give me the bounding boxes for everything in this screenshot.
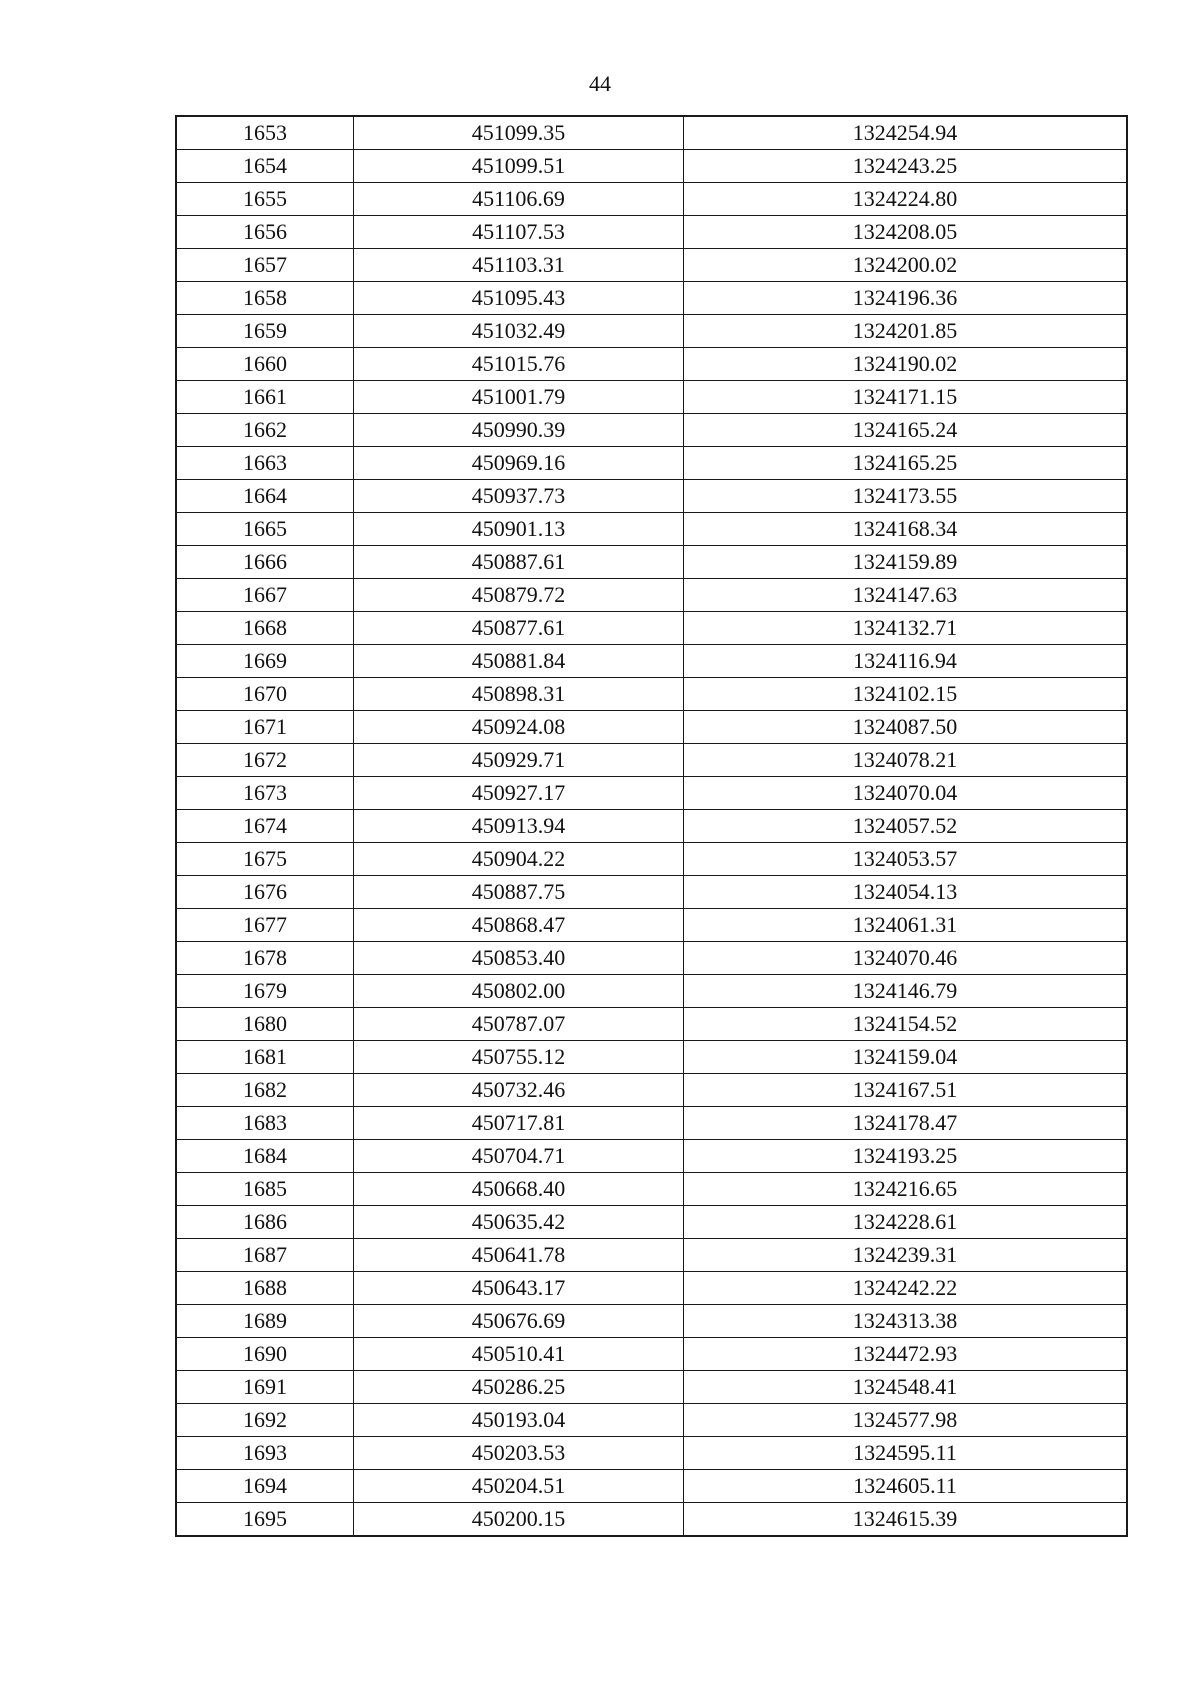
x-coordinate-cell: 451015.76	[354, 348, 684, 381]
point-number-cell: 1656	[177, 216, 354, 249]
table-row	[177, 612, 1127, 645]
point-number-cell: 1658	[177, 282, 354, 315]
x-coordinate-cell: 451107.53	[354, 216, 684, 249]
table-row	[177, 381, 1127, 414]
x-coordinate-cell: 450887.75	[354, 876, 684, 909]
y-coordinate-cell: 1324167.51	[684, 1074, 1127, 1107]
table-row	[177, 1437, 1127, 1470]
y-coordinate-cell: 1324168.34	[684, 513, 1127, 546]
table-row	[177, 810, 1127, 843]
table-row	[177, 249, 1127, 282]
point-number-cell: 1677	[177, 909, 354, 942]
x-coordinate-cell: 451103.31	[354, 249, 684, 282]
x-coordinate-cell: 450868.47	[354, 909, 684, 942]
table-row	[177, 150, 1127, 183]
y-coordinate-cell: 1324173.55	[684, 480, 1127, 513]
table-row	[177, 513, 1127, 546]
point-number-cell: 1665	[177, 513, 354, 546]
x-coordinate-cell: 450913.94	[354, 810, 684, 843]
point-number-cell: 1667	[177, 579, 354, 612]
point-number-cell: 1685	[177, 1173, 354, 1206]
table-row	[177, 1074, 1127, 1107]
x-coordinate-cell: 450898.31	[354, 678, 684, 711]
point-number-cell: 1666	[177, 546, 354, 579]
y-coordinate-cell: 1324171.15	[684, 381, 1127, 414]
y-coordinate-cell: 1324239.31	[684, 1239, 1127, 1272]
x-coordinate-cell: 450510.41	[354, 1338, 684, 1371]
x-coordinate-cell: 450732.46	[354, 1074, 684, 1107]
point-number-cell: 1671	[177, 711, 354, 744]
x-coordinate-cell: 450635.42	[354, 1206, 684, 1239]
point-number-cell: 1679	[177, 975, 354, 1008]
point-number-cell: 1663	[177, 447, 354, 480]
point-number-cell: 1655	[177, 183, 354, 216]
y-coordinate-cell: 1324228.61	[684, 1206, 1127, 1239]
x-coordinate-cell: 450990.39	[354, 414, 684, 447]
y-coordinate-cell: 1324078.21	[684, 744, 1127, 777]
y-coordinate-cell: 1324193.25	[684, 1140, 1127, 1173]
y-coordinate-cell: 1324102.15	[684, 678, 1127, 711]
y-coordinate-cell: 1324057.52	[684, 810, 1127, 843]
x-coordinate-cell: 451099.35	[354, 117, 684, 150]
point-number-cell: 1660	[177, 348, 354, 381]
x-coordinate-cell: 450887.61	[354, 546, 684, 579]
point-number-cell: 1653	[177, 117, 354, 150]
table-row	[177, 216, 1127, 249]
y-coordinate-cell: 1324070.04	[684, 777, 1127, 810]
y-coordinate-cell: 1324201.85	[684, 315, 1127, 348]
table-row	[177, 480, 1127, 513]
y-coordinate-cell: 1324196.36	[684, 282, 1127, 315]
x-coordinate-cell: 450881.84	[354, 645, 684, 678]
x-coordinate-cell: 450668.40	[354, 1173, 684, 1206]
y-coordinate-cell: 1324224.80	[684, 183, 1127, 216]
point-number-cell: 1689	[177, 1305, 354, 1338]
point-number-cell: 1683	[177, 1107, 354, 1140]
table-row	[177, 414, 1127, 447]
y-coordinate-cell: 1324159.89	[684, 546, 1127, 579]
table-row	[177, 315, 1127, 348]
x-coordinate-cell: 450927.17	[354, 777, 684, 810]
table-row	[177, 546, 1127, 579]
table-row	[177, 975, 1127, 1008]
point-number-cell: 1694	[177, 1470, 354, 1503]
y-coordinate-cell: 1324146.79	[684, 975, 1127, 1008]
y-coordinate-cell: 1324147.63	[684, 579, 1127, 612]
x-coordinate-cell: 450755.12	[354, 1041, 684, 1074]
point-number-cell: 1673	[177, 777, 354, 810]
table-row	[177, 1338, 1127, 1371]
point-number-cell: 1675	[177, 843, 354, 876]
x-coordinate-cell: 450787.07	[354, 1008, 684, 1041]
table-row	[177, 777, 1127, 810]
x-coordinate-cell: 450676.69	[354, 1305, 684, 1338]
y-coordinate-cell: 1324178.47	[684, 1107, 1127, 1140]
table-row	[177, 1371, 1127, 1404]
table-row	[177, 117, 1127, 150]
point-number-cell: 1661	[177, 381, 354, 414]
x-coordinate-cell: 450937.73	[354, 480, 684, 513]
table-row	[177, 348, 1127, 381]
table-row	[177, 942, 1127, 975]
y-coordinate-cell: 1324548.41	[684, 1371, 1127, 1404]
point-number-cell: 1688	[177, 1272, 354, 1305]
x-coordinate-cell: 451095.43	[354, 282, 684, 315]
x-coordinate-cell: 450193.04	[354, 1404, 684, 1437]
y-coordinate-cell: 1324165.24	[684, 414, 1127, 447]
table-row	[177, 1305, 1127, 1338]
x-coordinate-cell: 450286.25	[354, 1371, 684, 1404]
coordinate-table	[176, 116, 1127, 1536]
y-coordinate-cell: 1324154.52	[684, 1008, 1127, 1041]
table-row	[177, 579, 1127, 612]
x-coordinate-cell: 450969.16	[354, 447, 684, 480]
y-coordinate-cell: 1324577.98	[684, 1404, 1127, 1437]
point-number-cell: 1662	[177, 414, 354, 447]
y-coordinate-cell: 1324595.11	[684, 1437, 1127, 1470]
point-number-cell: 1690	[177, 1338, 354, 1371]
table-row	[177, 282, 1127, 315]
point-number-cell: 1657	[177, 249, 354, 282]
table-row	[177, 678, 1127, 711]
y-coordinate-cell: 1324200.02	[684, 249, 1127, 282]
table-row	[177, 1470, 1127, 1503]
y-coordinate-cell: 1324208.05	[684, 216, 1127, 249]
x-coordinate-cell: 450924.08	[354, 711, 684, 744]
y-coordinate-cell: 1324070.46	[684, 942, 1127, 975]
y-coordinate-cell: 1324061.31	[684, 909, 1127, 942]
point-number-cell: 1654	[177, 150, 354, 183]
y-coordinate-cell: 1324243.25	[684, 150, 1127, 183]
x-coordinate-cell: 450877.61	[354, 612, 684, 645]
y-coordinate-cell: 1324053.57	[684, 843, 1127, 876]
x-coordinate-cell: 450641.78	[354, 1239, 684, 1272]
table-row	[177, 1008, 1127, 1041]
point-number-cell: 1692	[177, 1404, 354, 1437]
x-coordinate-cell: 450904.22	[354, 843, 684, 876]
point-number-cell: 1695	[177, 1503, 354, 1536]
y-coordinate-cell: 1324190.02	[684, 348, 1127, 381]
x-coordinate-cell: 451032.49	[354, 315, 684, 348]
table-row	[177, 1206, 1127, 1239]
y-coordinate-cell: 1324615.39	[684, 1503, 1127, 1536]
point-number-cell: 1659	[177, 315, 354, 348]
point-number-cell: 1664	[177, 480, 354, 513]
table-row	[177, 876, 1127, 909]
y-coordinate-cell: 1324242.22	[684, 1272, 1127, 1305]
y-coordinate-cell: 1324087.50	[684, 711, 1127, 744]
point-number-cell: 1672	[177, 744, 354, 777]
table-row	[177, 645, 1127, 678]
point-number-cell: 1686	[177, 1206, 354, 1239]
point-number-cell: 1668	[177, 612, 354, 645]
y-coordinate-cell: 1324254.94	[684, 117, 1127, 150]
y-coordinate-cell: 1324116.94	[684, 645, 1127, 678]
point-number-cell: 1670	[177, 678, 354, 711]
y-coordinate-cell: 1324132.71	[684, 612, 1127, 645]
x-coordinate-cell: 450717.81	[354, 1107, 684, 1140]
x-coordinate-cell: 450853.40	[354, 942, 684, 975]
point-number-cell: 1674	[177, 810, 354, 843]
y-coordinate-cell: 1324216.65	[684, 1173, 1127, 1206]
table-row	[177, 1503, 1127, 1536]
x-coordinate-cell: 450643.17	[354, 1272, 684, 1305]
x-coordinate-cell: 450901.13	[354, 513, 684, 546]
y-coordinate-cell: 1324165.25	[684, 447, 1127, 480]
x-coordinate-cell: 450200.15	[354, 1503, 684, 1536]
table-row	[177, 1173, 1127, 1206]
table-row	[177, 183, 1127, 216]
table-row	[177, 1272, 1127, 1305]
table-row	[177, 1107, 1127, 1140]
point-number-cell: 1684	[177, 1140, 354, 1173]
x-coordinate-cell: 450929.71	[354, 744, 684, 777]
y-coordinate-cell: 1324605.11	[684, 1470, 1127, 1503]
x-coordinate-cell: 451001.79	[354, 381, 684, 414]
table-row	[177, 843, 1127, 876]
x-coordinate-cell: 451106.69	[354, 183, 684, 216]
x-coordinate-cell: 450704.71	[354, 1140, 684, 1173]
x-coordinate-cell: 450802.00	[354, 975, 684, 1008]
table-row	[177, 909, 1127, 942]
table-row	[177, 744, 1127, 777]
y-coordinate-cell: 1324054.13	[684, 876, 1127, 909]
point-number-cell: 1682	[177, 1074, 354, 1107]
point-number-cell: 1669	[177, 645, 354, 678]
table-row	[177, 1140, 1127, 1173]
y-coordinate-cell: 1324159.04	[684, 1041, 1127, 1074]
x-coordinate-cell: 451099.51	[354, 150, 684, 183]
point-number-cell: 1693	[177, 1437, 354, 1470]
x-coordinate-cell: 450879.72	[354, 579, 684, 612]
point-number-cell: 1681	[177, 1041, 354, 1074]
y-coordinate-cell: 1324313.38	[684, 1305, 1127, 1338]
point-number-cell: 1691	[177, 1371, 354, 1404]
x-coordinate-cell: 450203.53	[354, 1437, 684, 1470]
point-number-cell: 1680	[177, 1008, 354, 1041]
table-row	[177, 447, 1127, 480]
coordinate-table-body	[177, 117, 1127, 1536]
table-row	[177, 1239, 1127, 1272]
table-row	[177, 1041, 1127, 1074]
page-number: 44	[589, 71, 611, 96]
x-coordinate-cell: 450204.51	[354, 1470, 684, 1503]
point-number-cell: 1678	[177, 942, 354, 975]
y-coordinate-cell: 1324472.93	[684, 1338, 1127, 1371]
table-row	[177, 1404, 1127, 1437]
table-row	[177, 711, 1127, 744]
point-number-cell: 1687	[177, 1239, 354, 1272]
point-number-cell: 1676	[177, 876, 354, 909]
